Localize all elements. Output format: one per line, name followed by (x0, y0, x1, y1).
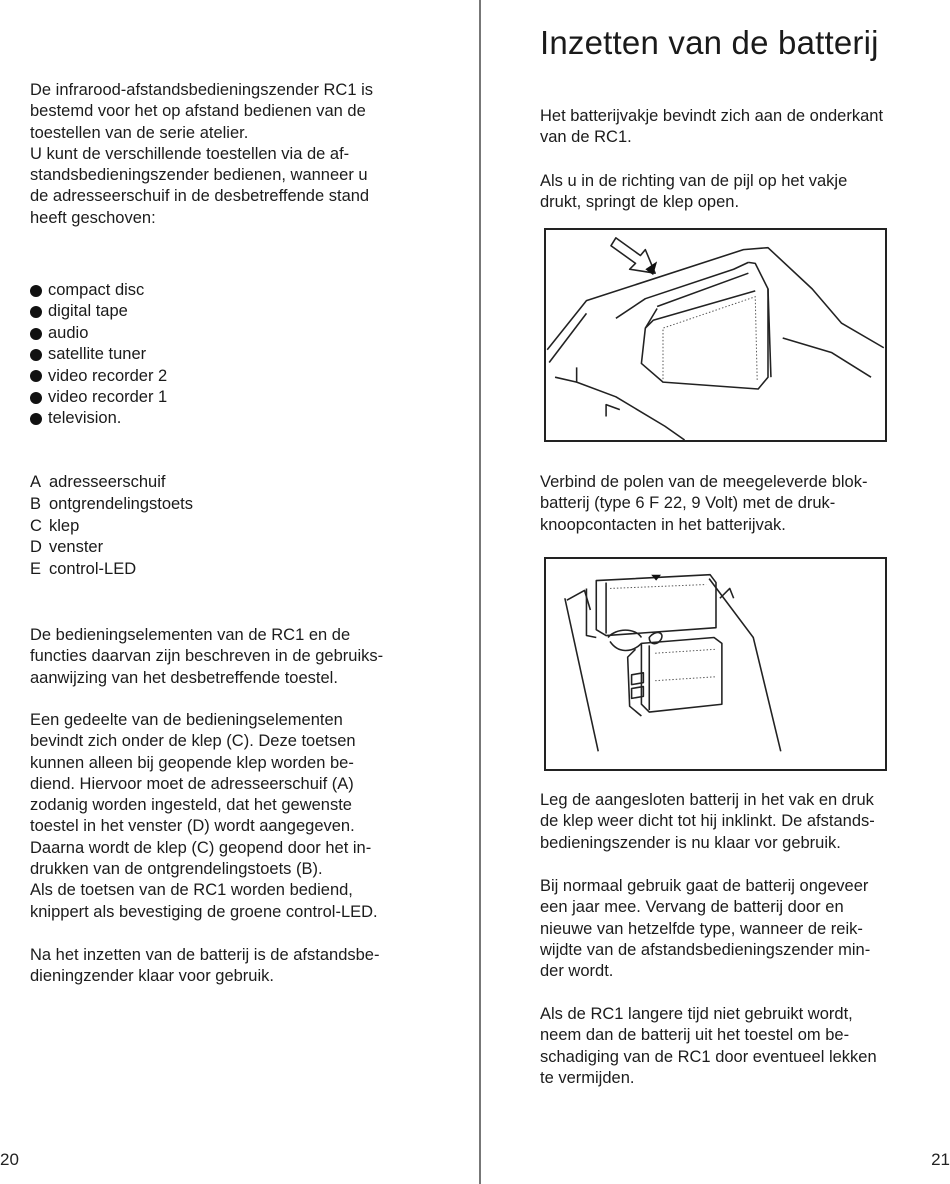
right-page (482, 0, 950, 1184)
legend-item (30, 494, 193, 516)
legend-label: venster (49, 538, 104, 557)
legend-key: B (30, 494, 42, 513)
device-list (30, 280, 167, 430)
legend-item (30, 537, 193, 559)
legend-item (30, 559, 193, 581)
battery-compartment-illustration (544, 228, 887, 442)
remote-underside-drawing (546, 230, 885, 440)
bullet-icon (30, 370, 42, 382)
book-spine-divider (479, 0, 481, 1184)
device-label: video recorder 1 (48, 388, 168, 407)
device-list-item (30, 301, 167, 322)
page-number-right: 21 (931, 1150, 950, 1169)
legend-item (30, 516, 193, 538)
battery-location-paragraph: Het batterijvakje bevindt zich aan de onderkant van de RC1. (540, 107, 884, 147)
device-label: compact disc (48, 281, 145, 299)
ready-paragraph: Na het inzetten van de batterij is de afstandsbe- dieningzender klaar voor gebruik. (30, 946, 380, 986)
legend-item (30, 472, 193, 494)
device-list-item (30, 344, 167, 365)
device-list-item (30, 280, 167, 301)
intro-paragraph: De infrarood-afstandsbedieningszender RC1 is bestemd voor het op afstand bedienen van de toestellen van de serie atelier. U kunt de verschillende toestellen via de af- standsbedieningszender bedienen, wanneer u de adresseerschuif in de desbetreffende stand heeft geschoven: (30, 81, 374, 227)
device-label: audio (48, 323, 89, 342)
bullet-icon (30, 328, 42, 340)
bullet-icon (30, 413, 42, 425)
device-label: digital tape (48, 302, 128, 321)
device-list-item (30, 366, 167, 387)
device-list-item (30, 387, 167, 408)
bullet-icon (30, 349, 42, 361)
bullet-icon (30, 392, 42, 404)
storage-advice-paragraph: Als de RC1 langere tijd niet gebruikt wordt, neem dan de batterij uit het toestel om be- schadiging van de RC1 door eventueel lekken te vermijden. (540, 1005, 877, 1087)
device-label: television. (48, 409, 122, 428)
legend-key: C (30, 516, 42, 535)
legend-label: control-LED (49, 560, 137, 579)
device-list-item (30, 323, 167, 344)
battery-life-paragraph: Bij normaal gebruik gaat de batterij ongeveer een jaar mee. Vervang de batterij door en nieuwe van hetzelfde type, wanneer de reik- wijdte van de afstandsbedieningszender min- der wordt. (540, 877, 871, 981)
controls-description-paragraph: De bedieningselementen van de RC1 en de functies daarvan zijn beschreven in de gebruiks- aanwijzing van het desbetreffende toestel. (30, 626, 384, 687)
page-number-left: 20 (0, 1150, 19, 1169)
device-label: satellite tuner (48, 345, 147, 364)
insert-battery-paragraph: Leg de aangesloten batterij in het vak en druk de klep weer dicht tot hij inklinkt. De afstands- bedieningszender is nu klaar vor gebruik. (540, 791, 875, 852)
connect-battery-paragraph: Verbind de polen van de meegeleverde blok- batterij (type 6 F 22, 9 Volt) met de druk- knoopcontacten in het batterijvak. (540, 473, 868, 534)
legend-key: E (30, 560, 42, 579)
open-lid-paragraph: Als u in de richting van de pijl op het vakje drukt, springt de klep open. (540, 172, 848, 212)
page-title: Inzetten van de batterij (540, 24, 879, 61)
bullet-icon (30, 285, 42, 297)
device-label: video recorder 2 (48, 366, 168, 385)
bullet-icon (30, 306, 42, 318)
legend-key: A (30, 473, 42, 491)
battery-snap-drawing (546, 559, 885, 769)
legend-label: klep (49, 516, 80, 535)
legend-key: D (30, 538, 42, 557)
battery-connection-illustration (544, 557, 887, 771)
device-list-item (30, 408, 167, 429)
legend-label: ontgrendelingstoets (49, 494, 194, 513)
legend-label: adresseerschuif (49, 473, 166, 491)
operation-paragraph: Een gedeelte van de bedieningselementen bevindt zich onder de klep (C). Deze toetsen kunnen alleen bij geopende klep worden be- diend. Hiervoor moet de adresseerschuif (A) zodanig worden ingesteld, dat het gewenste toestel in het venster (D) wordt aangegeven. Daarna wordt de klep (C) geopend door het in- drukken van de ontgrendelingstoets (B). Als de toetsen van de RC1 worden bediend, knippert als bevestiging de groene control-LED. (30, 711, 378, 921)
component-legend (30, 472, 193, 581)
